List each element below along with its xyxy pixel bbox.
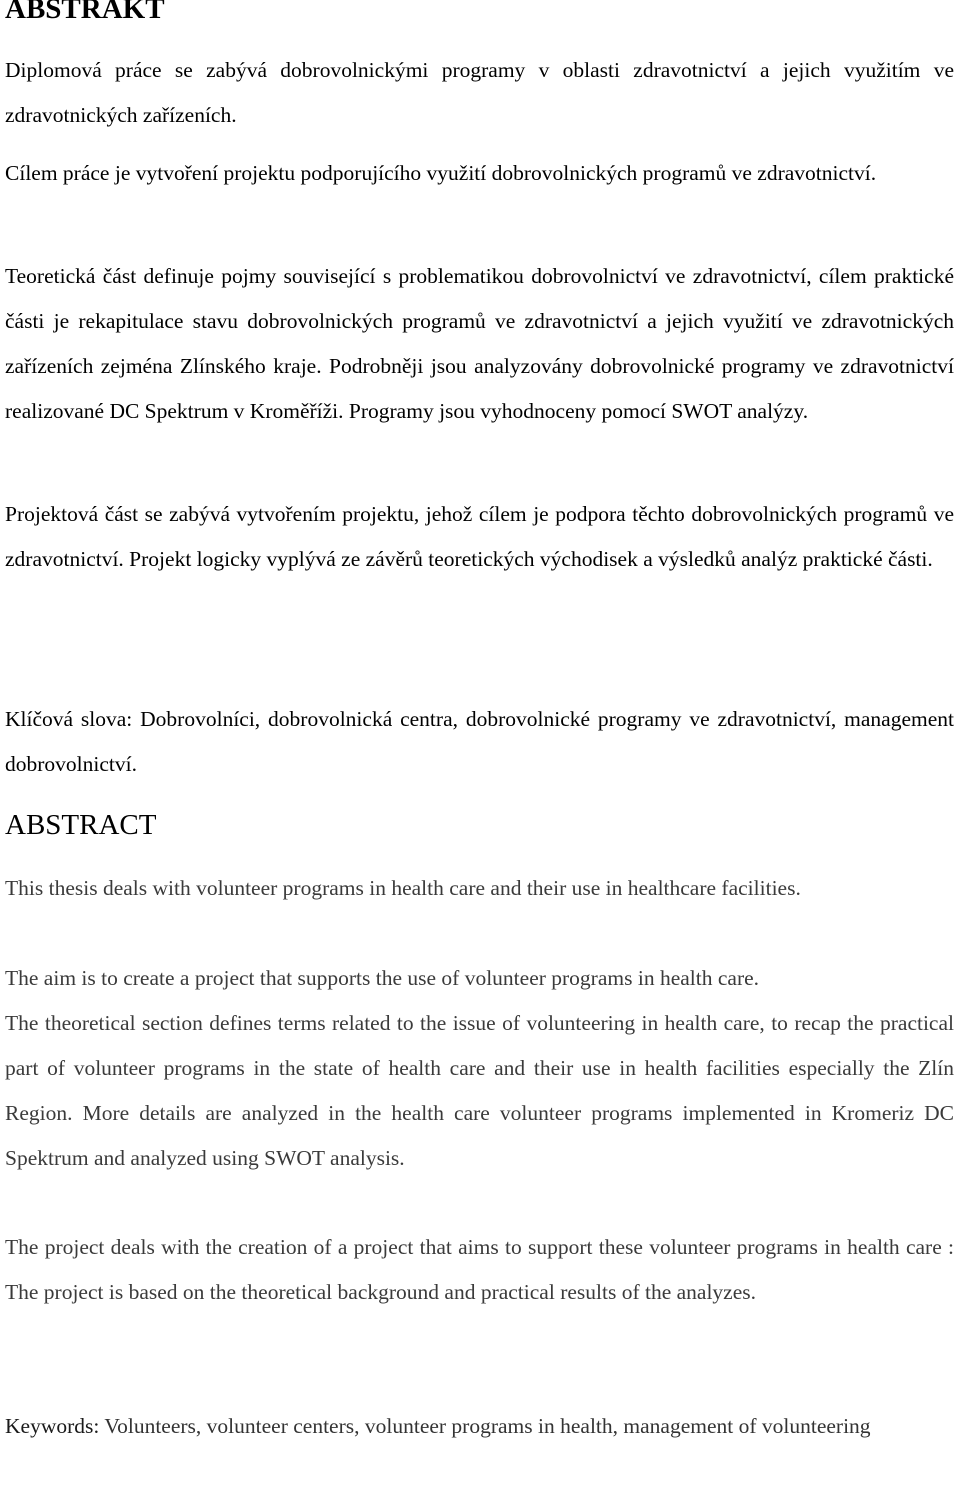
cz-keywords-label: Klíčová slova: [5, 707, 133, 731]
heading-abstract: ABSTRACT [5, 809, 157, 841]
heading-abstrakt: ABSTRAKT [5, 0, 165, 25]
cz-keywords [5, 697, 954, 787]
cz-paragraph-2: Cílem práce je vytvoření projektu podporujícího využití dobrovolnických programů ve zdravotnictví. [5, 161, 877, 185]
en-paragraph-4: The project deals with the creation of a project that aims to support these volunteer programs in health care : The project is based on the theoretical background and practical results of the analyzes. [5, 1235, 954, 1304]
en-paragraph-1: This thesis deals with volunteer programs in health care and their use in healthcare facilities. [5, 876, 801, 900]
cz-keywords-text: Dobrovolníci, dobrovolnická centra, dobrovolnické programy ve zdravotnictví, management dobrovolnictví. [5, 707, 955, 776]
en-paragraph-3: The theoretical section defines terms related to the issue of volunteering in health care, to recap the practical part of volunteer programs in the state of health care and their use in health facilities especially the Zlín Region. More details are analyzed in the health care volunteer programs implemented in Kromeriz DC Spektrum and analyzed using SWOT analysis. [5, 1011, 954, 1170]
en-paragraph-2: The aim is to create a project that supports the use of volunteer programs in health care. [5, 966, 760, 990]
cz-paragraph-4: Projektová část se zabývá vytvořením projektu, jehož cílem je podpora těchto dobrovolnických programů ve zdravotnictví. Projekt logicky vyplývá ze závěrů teoretických východisek a výsledků analýz praktické části. [5, 502, 954, 571]
en-keywords-text: Volunteers, volunteer centers, volunteer programs in health, management of volunteering [104, 1414, 871, 1438]
en-keywords [5, 1404, 954, 1449]
en-keywords-label: Keywords: [5, 1414, 100, 1438]
cz-paragraph-1: Diplomová práce se zabývá dobrovolnickými programy v oblasti zdravotnictví a jejich využitím ve zdravotnických zařízeních. [5, 58, 954, 127]
cz-paragraph-3: Teoretická část definuje pojmy související s problematikou dobrovolnictví ve zdravotnictví, cílem praktické části je rekapitulace stavu dobrovolnických programů ve zdravotnictví a jejich využití ve zdravotnických zařízeních zejména Zlínského kraje. Podrobněji jsou analyzovány dobrovolnické programy ve zdravotnictví realizované DC Spektrum v Kroměříži. Programy jsou vyhodnoceny pomocí SWOT analýzy. [5, 264, 954, 423]
